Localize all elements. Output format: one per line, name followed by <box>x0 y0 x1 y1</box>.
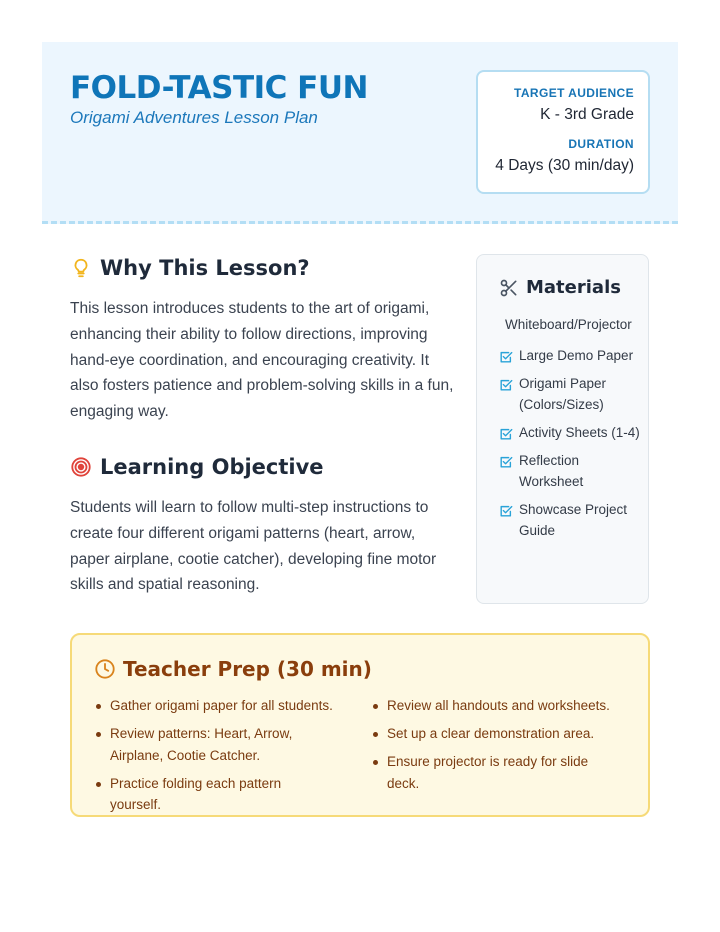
why-heading-text: Why This Lesson? <box>100 256 310 280</box>
material-item <box>499 499 644 541</box>
prep-item: Gather origami paper for all students. <box>94 695 334 717</box>
material-item-label: Large Demo Paper <box>519 348 634 363</box>
audience-label: TARGET AUDIENCE <box>514 86 634 100</box>
objective-heading-text: Learning Objective <box>100 455 324 479</box>
objective-heading <box>70 455 324 479</box>
duration-value: 4 Days (30 min/day) <box>495 157 634 174</box>
material-item <box>499 373 644 415</box>
material-item-label: Reflection Worksheet <box>519 453 584 489</box>
material-item-label: Origami Paper (Colors/Sizes) <box>519 376 607 412</box>
prep-item: Set up a clear demonstration area. <box>371 723 611 745</box>
page-title: FOLD-TASTIC FUN <box>70 70 368 106</box>
why-heading <box>70 256 310 280</box>
lightbulb-icon <box>70 257 92 279</box>
prep-item: Ensure projector is ready for slide deck. <box>371 751 611 794</box>
prep-list-left <box>94 695 334 822</box>
material-item <box>499 345 644 366</box>
objective-paragraph: Students will learn to follow multi-step instructions to create four different origami patterns (heart, arrow, paper airplane, cootie catcher), developing fine motor skills and spatial reasoning. <box>70 499 437 594</box>
prep-item: Review patterns: Heart, Arrow, Airplane, Cootie Catcher. <box>94 723 334 766</box>
checkbox-icon <box>499 377 513 391</box>
checkbox-icon <box>499 454 513 468</box>
clock-icon <box>94 658 116 680</box>
scissors-icon <box>499 278 519 298</box>
audience-value: K - 3rd Grade <box>540 106 634 123</box>
material-item-label: Showcase Project Guide <box>519 502 628 538</box>
prep-heading <box>94 657 372 681</box>
material-item-label: Activity Sheets (1-4) <box>519 425 640 440</box>
duration-label: DURATION <box>568 137 634 151</box>
prep-item: Practice folding each pattern yourself. <box>94 773 334 816</box>
lesson-info-box <box>476 70 650 194</box>
checkbox-icon <box>499 503 513 517</box>
material-item <box>499 450 644 492</box>
material-item <box>499 422 644 443</box>
checkbox-icon <box>499 349 513 363</box>
materials-heading <box>499 277 621 298</box>
teacher-prep-box <box>70 633 650 817</box>
materials-heading-text: Materials <box>526 277 621 298</box>
materials-list <box>499 345 644 548</box>
prep-heading-text: Teacher Prep (30 min) <box>123 657 372 681</box>
why-paragraph: This lesson introduces students to the art of origami, enhancing their ability to follow directions, improving hand-eye coordination, and encouraging creativity. It also fosters patience and problem-solving skills in a fun, engaging way. <box>70 300 454 421</box>
target-icon <box>70 456 92 478</box>
checkbox-icon <box>499 426 513 440</box>
material-item: Whiteboard/Projector <box>505 317 632 332</box>
page-subtitle: Origami Adventures Lesson Plan <box>70 108 318 127</box>
header-band <box>42 42 678 224</box>
prep-list-right <box>371 695 611 801</box>
materials-card <box>476 254 649 604</box>
prep-item: Review all handouts and worksheets. <box>371 695 611 717</box>
